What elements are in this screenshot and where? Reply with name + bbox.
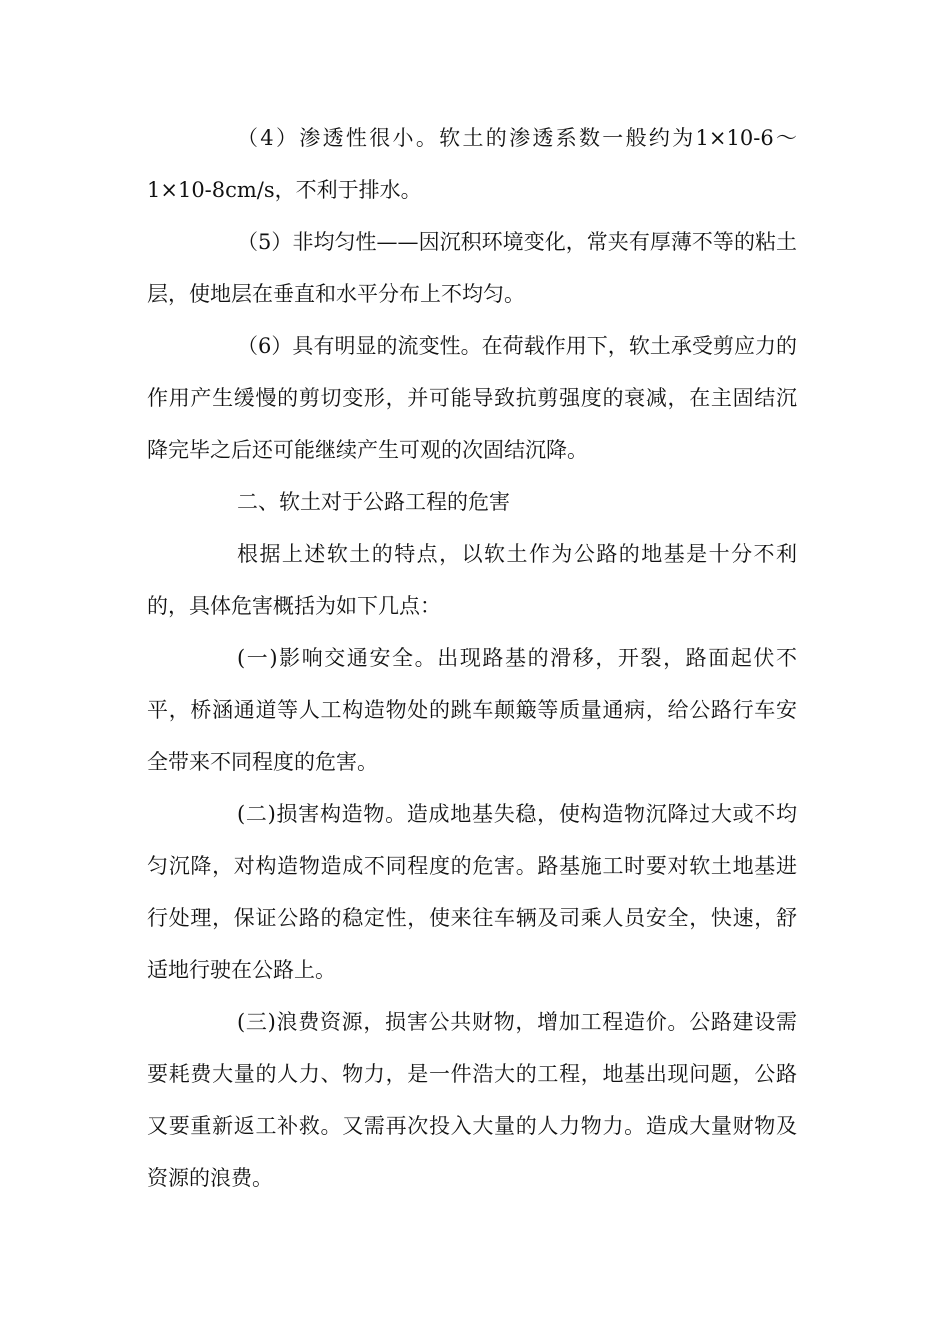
paragraph-non-uniformity: （5）非均匀性——因沉积环境变化，常夹有厚薄不等的粘土层，使地层在垂直和水平分布上不均匀。 bbox=[147, 230, 797, 306]
paragraph-structure-damage: (二)损害构造物。造成地基失稳，使构造物沉降过大或不均匀沉降，对构造物造成不同程度的危害。路基施工时要对软土地基进行处理，保证公路的稳定性，使来往车辆及司乘人员安全，快速，舒适地行驶在公路上。 bbox=[147, 802, 797, 982]
paragraph-intro-hazards: 根据上述软土的特点，以软土作为公路的地基是十分不利的，具体危害概括为如下几点： bbox=[147, 542, 797, 618]
paragraph-traffic-safety: (一)影响交通安全。出现路基的滑移，开裂，路面起伏不平，桥涵通道等人工构造物处的跳车颠簸等质量通病，给公路行车安全带来不同程度的危害。 bbox=[147, 646, 797, 774]
paragraph-permeability: （4）渗透性很小。软土的渗透系数一般约为1×10-6～1×10-8cm/s，不利于排水。 bbox=[147, 126, 797, 202]
document-page bbox=[147, 112, 797, 1204]
section-heading-hazards: 二、软土对于公路工程的危害 bbox=[237, 490, 510, 514]
paragraph-rheology: （6）具有明显的流变性。在荷载作用下，软土承受剪应力的作用产生缓慢的剪切变形，并可能导致抗剪强度的衰减，在主固结沉降完毕之后还可能继续产生可观的次固结沉降。 bbox=[147, 334, 797, 462]
paragraph-resource-waste: (三)浪费资源，损害公共财物，增加工程造价。公路建设需要耗费大量的人力、物力，是一件浩大的工程，地基出现问题，公路又要重新返工补救。又需再次投入大量的人力物力。造成大量财物及资源的浪费。 bbox=[147, 1010, 797, 1190]
